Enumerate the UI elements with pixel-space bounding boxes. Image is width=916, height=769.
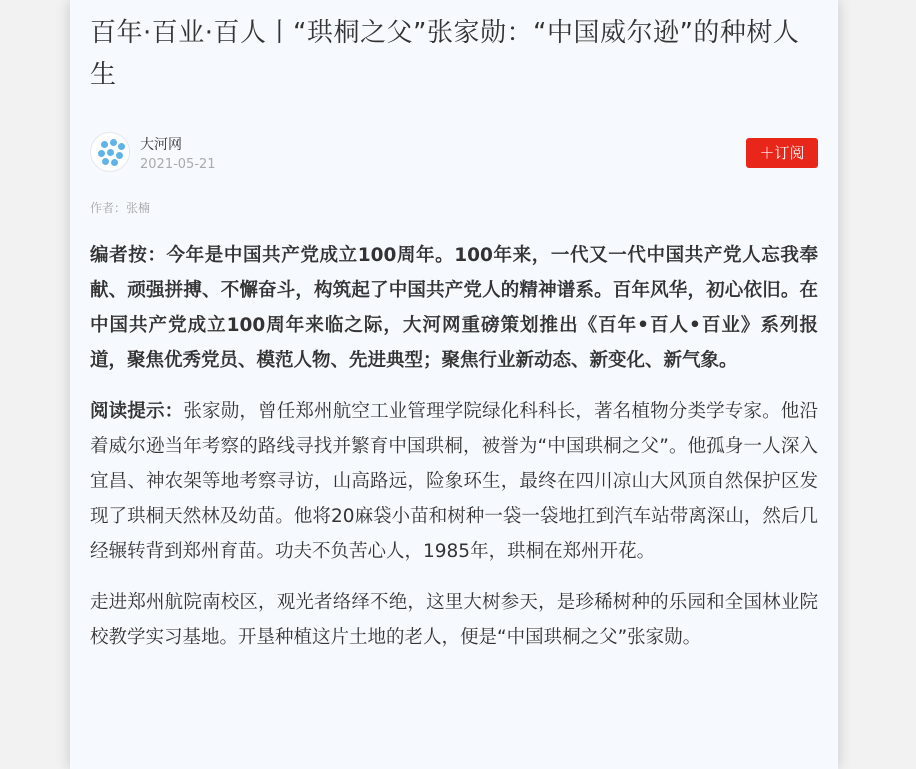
author-row <box>90 132 818 178</box>
dahe-logo-icon[interactable] <box>90 132 130 172</box>
article-content <box>90 12 818 655</box>
author-credit: 作者：张楠 <box>90 201 151 215</box>
reading-tip-paragraph <box>90 394 818 569</box>
body-paragraph: 走进郑州航院南校区，观光者络绎不绝，这里大树参天，是珍稀树种的乐园和全国林业院校教学实习基地。开垦种植这片土地的老人，便是“中国珙桐之父”张家勋。 <box>90 592 818 648</box>
editor-note-paragraph: 编者按：今年是中国共产党成立100周年。100年来，一代又一代中国共产党人忘我奉献、顽强拼搏、不懈奋斗，构筑起了中国共产党人的精神谱系。百年风华，初心依旧。在中国共产党成立100周年来临之际，大河网重磅策划推出《百年•百人•百业》系列报道，聚焦优秀党员、模范人物、先进典型；聚焦行业新动态、新变化、新气象。 <box>90 245 818 371</box>
source-name[interactable]: 大河网 <box>140 137 182 153</box>
article-title: 百年·百业·百人丨“珙桐之父”张家勋：“中国威尔逊”的种树人生 <box>90 18 800 90</box>
subscribe-button[interactable]: ＋订阅 <box>746 138 818 168</box>
publish-date: 2021-05-21 <box>140 157 216 172</box>
reading-tip-label: 阅读提示： <box>90 401 184 422</box>
article-page <box>70 0 838 769</box>
reading-tip-text: 张家勋，曾任郑州航空工业管理学院绿化科科长，著名植物分类学专家。他沿着威尔逊当年考察的路线寻找并繁育中国珙桐，被誉为“中国珙桐之父”。他孤身一人深入宜昌、神农架等地考察寻访，山高路远，险象环生，最终在四川凉山大风顶自然保护区发现了珙桐天然林及幼苗。他将20麻袋小苗和树种一袋一袋地扛到汽车站带离深山，然后几经辗转背到郑州育苗。功夫不负苦心人，1985年，珙桐在郑州开花。 <box>90 401 818 562</box>
